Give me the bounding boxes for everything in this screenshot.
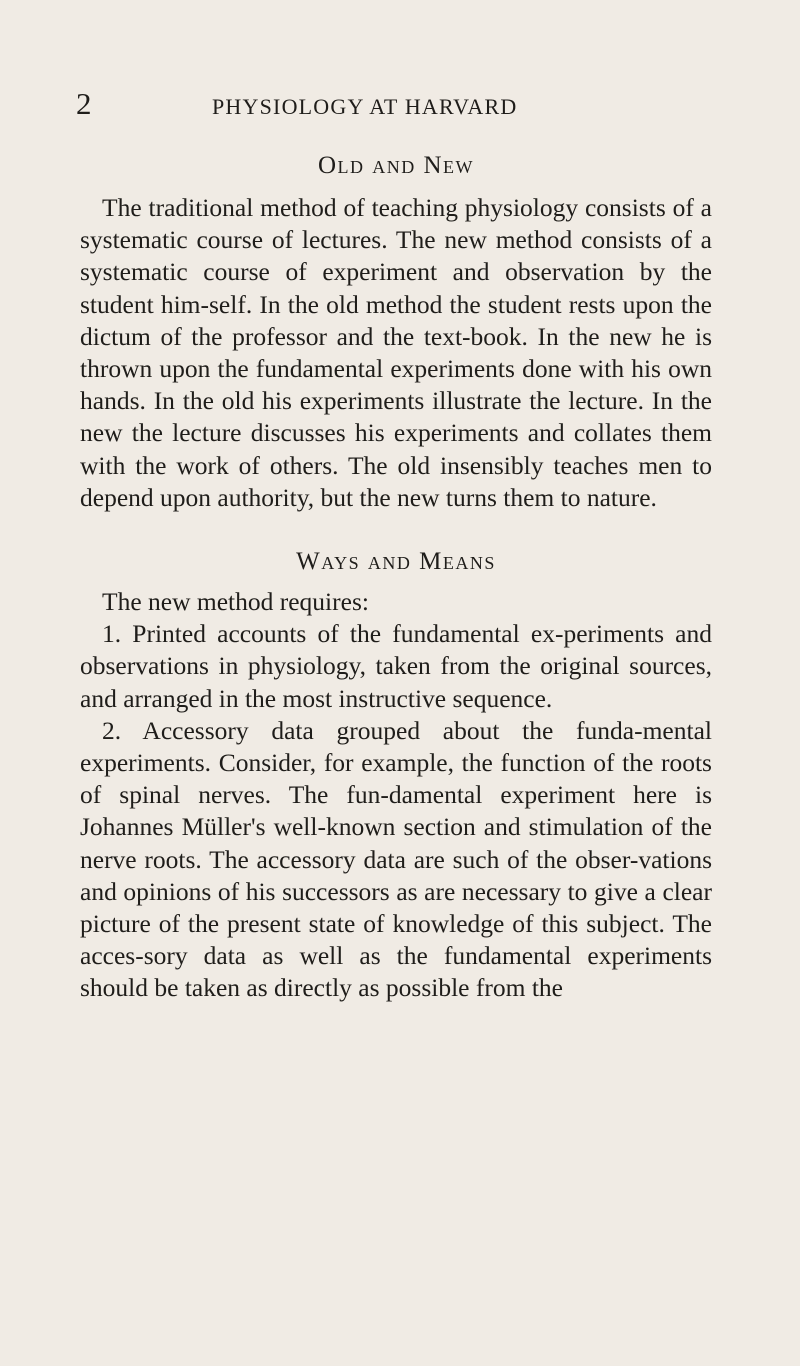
paragraph: The new method requires: [102, 587, 369, 617]
section-heading-ways-and-means: Ways and Means [296, 548, 496, 576]
section-heading-old-and-new: Old and New [317, 152, 475, 179]
running-title: PHYSIOLOGY AT HARVARD [212, 94, 518, 119]
paragraph: 2. Accessory data grouped about the funda-mental experiments. Consider, for example, the function of the roots of spinal nerves. The fun-damental experiment here is Johannes Müller's well-known section and stimulation of the nerve roots. The accessory data are such of the obser-vations and opinions of his successors as are necessary to give a clear picture of the present state of knowledge of this subject. The acces-sory data as well as the fundamental experiments should be taken as directly as possible from the [80, 715, 712, 1003]
book-page [76, 86, 712, 1005]
running-head [76, 86, 712, 126]
paragraph: The traditional method of teaching physiology consists of a systematic course of lectures. The new method consists of a systematic course of experiment and observation by the student him-self. In the old method the student rests upon the dictum of the professor and the text-book. In the new he is thrown upon the fundamental experiments done with his own hands. In the old his experiments illustrate the lecture. In the new the lecture discusses his experiments and collates them with the work of others. The old insensibly teaches men to depend upon authority, but the new turns them to nature. [80, 193, 712, 512]
paragraph: 1. Printed accounts of the fundamental ex-periments and observations in physiology, taken from the original sources, and arranged in the most instructive sequence. [80, 619, 712, 713]
page-number: 2 [76, 86, 92, 121]
